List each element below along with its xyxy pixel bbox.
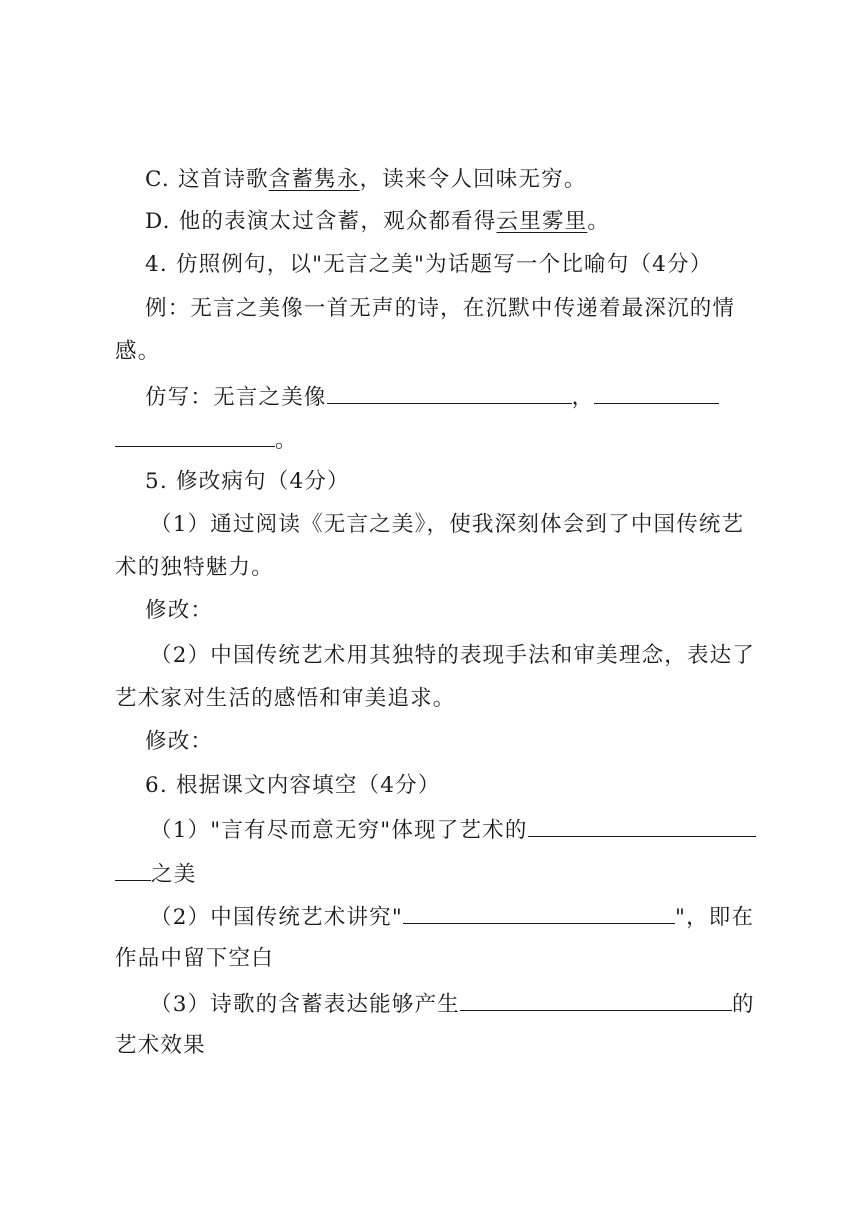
question-5-2-cont: 艺术家对生活的感悟和审美追求。 bbox=[115, 686, 456, 711]
question-4-example-cont: 感。 bbox=[115, 339, 161, 364]
question-6-title: 6. 根据课文内容填空（4分） bbox=[145, 773, 441, 798]
question-6-2-text: （2）中国传统艺术讲究" bbox=[150, 905, 403, 930]
answer-blank[interactable] bbox=[327, 385, 572, 404]
question-4-title: 4. 仿照例句，以"无言之美"为话题写一个比喻句（4分） bbox=[145, 252, 713, 277]
question-6-3 bbox=[150, 992, 755, 1016]
option-d-text-end: 。 bbox=[587, 209, 611, 234]
question-6-3-text-end: 的 bbox=[731, 992, 755, 1017]
answer-blank[interactable] bbox=[115, 862, 151, 881]
question-4-imitate bbox=[145, 385, 719, 409]
question-4-example: 例：无言之美像一首无声的诗，在沉默中传递着最深沉的情 bbox=[145, 296, 736, 321]
option-c-underlined-phrase: 含蓄隽永 bbox=[268, 167, 360, 192]
question-5-1-fix-label: 修改： bbox=[145, 598, 214, 623]
question-5-2-fix-label: 修改： bbox=[145, 729, 214, 754]
option-c-text: C. 这首诗歌 bbox=[145, 167, 269, 192]
question-5-1-cont: 术的独特魅力。 bbox=[115, 555, 274, 580]
question-6-1-cont bbox=[115, 862, 196, 886]
answer-blank[interactable] bbox=[115, 428, 275, 447]
question-5-title: 5. 修改病句（4分） bbox=[145, 469, 350, 494]
question-5-2: （2）中国传统艺术用其独特的表现手法和审美理念，表达了 bbox=[150, 643, 756, 668]
question-6-3-text: （3）诗歌的含蓄表达能够产生 bbox=[150, 992, 460, 1017]
answer-blank[interactable] bbox=[403, 905, 675, 924]
question-6-2-cont: 作品中留下空白 bbox=[115, 946, 274, 971]
answer-blank[interactable] bbox=[594, 385, 719, 404]
period: 。 bbox=[275, 428, 298, 453]
question-6-2-text-end: "，即在 bbox=[674, 905, 755, 930]
answer-blank[interactable] bbox=[528, 818, 756, 837]
question-6-1 bbox=[150, 818, 756, 842]
option-c-text-end: ，读来令人回味无穷。 bbox=[359, 167, 587, 192]
question-5-1: （1）通过阅读《无言之美》，使我深刻体会到了中国传统艺 bbox=[150, 512, 745, 537]
question-4-imitate-label: 仿写：无言之美像 bbox=[145, 385, 327, 410]
question-6-1-text: （1）"言有尽而意无穷"体现了艺术的 bbox=[150, 818, 528, 843]
option-d-text: D. 他的表演太过含蓄，观众都看得 bbox=[145, 209, 497, 234]
comma: ， bbox=[571, 385, 595, 410]
question-4-imitate-cont bbox=[115, 428, 298, 452]
answer-blank[interactable] bbox=[460, 992, 732, 1011]
option-d bbox=[145, 211, 610, 233]
option-d-underlined-phrase: 云里雾里 bbox=[496, 209, 588, 234]
question-6-2 bbox=[150, 905, 754, 929]
question-6-3-cont: 艺术效果 bbox=[115, 1033, 206, 1058]
option-c bbox=[145, 169, 587, 191]
question-6-1-text-end: 之美 bbox=[151, 862, 197, 887]
